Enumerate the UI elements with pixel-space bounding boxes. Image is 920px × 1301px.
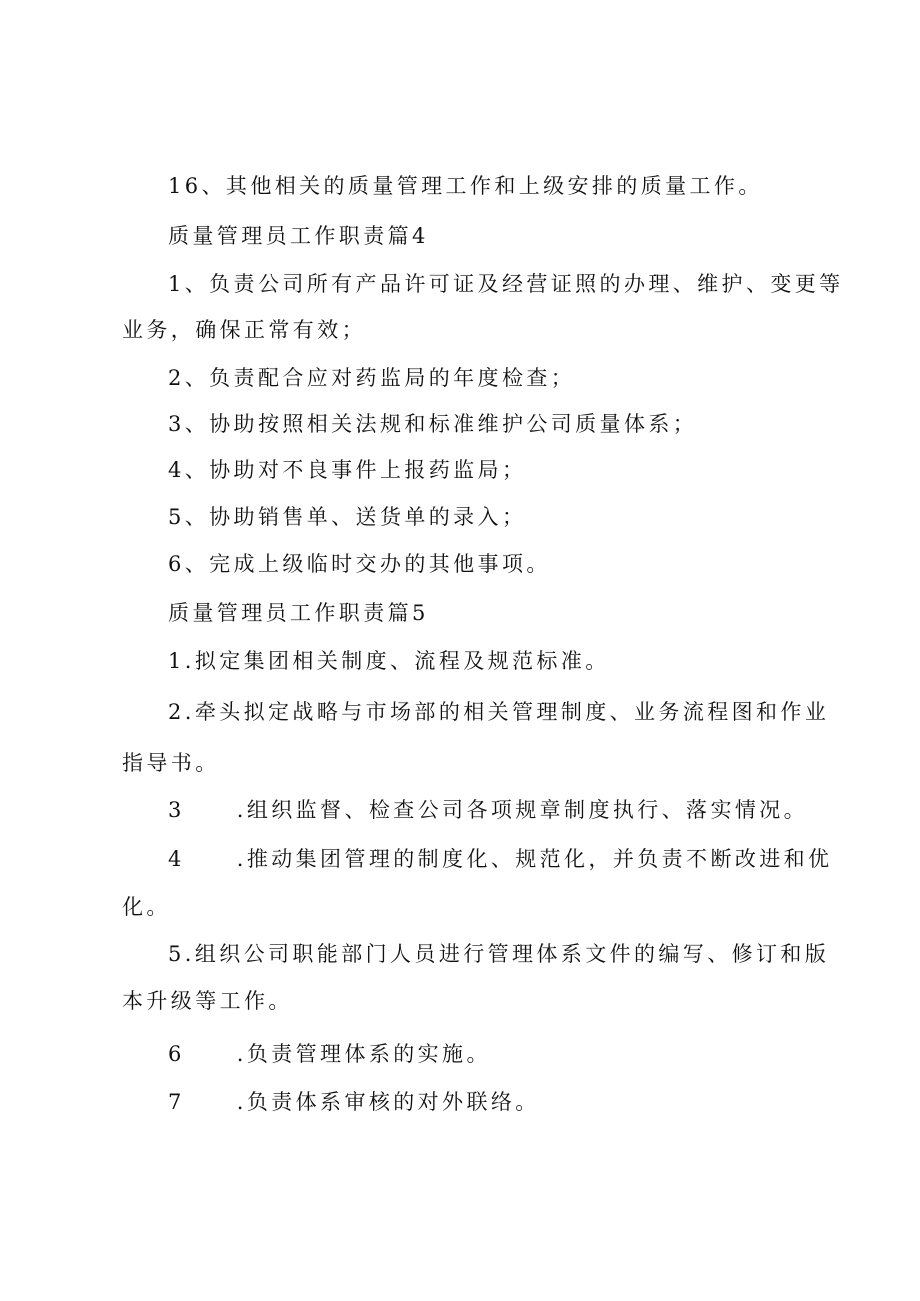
- paragraph-5-1: 1.拟定集团相关制度、流程及规范标准。: [168, 649, 610, 673]
- paragraph-4-1-line-2: 业务，确保正常有效；: [122, 318, 366, 342]
- paragraph-5-5-line-2: 本升级等工作。: [122, 989, 293, 1013]
- paragraph-number: 4: [168, 847, 185, 871]
- section-heading-4: 质量管理员工作职责篇4: [168, 224, 429, 248]
- paragraph-5-7: [168, 1088, 540, 1116]
- paragraph-text: .推动集团管理的制度化、规范化，并负责不断改进和优: [236, 847, 833, 871]
- paragraph-5-2-line-2: 指导书。: [122, 751, 220, 775]
- paragraph-number: 7: [168, 1090, 185, 1114]
- paragraph-4-4: 4、协助对不良事件上报药监局；: [168, 458, 527, 482]
- paragraph-5-3: [168, 796, 808, 824]
- paragraph-5-4-line-2: 化。: [122, 895, 171, 919]
- section-heading-5: 质量管理员工作职责篇5: [168, 601, 429, 625]
- paragraph-4-1-line-1: 1、负责公司所有产品许可证及经营证照的办理、维护、变更等: [168, 272, 844, 296]
- paragraph-number: 3: [168, 798, 185, 822]
- paragraph-5-6: [168, 1040, 491, 1068]
- paragraph-text: .负责管理体系的实施。: [236, 1042, 491, 1066]
- paragraph-item-16: 16、其他相关的质量管理工作和上级安排的质量工作。: [168, 174, 763, 198]
- paragraph-text: .组织监督、检查公司各项规章制度执行、落实情况。: [236, 798, 809, 822]
- paragraph-4-3: 3、协助按照相关法规和标准维护公司质量体系；: [168, 412, 698, 436]
- paragraph-5-4-line-1: [168, 845, 832, 873]
- paragraph-text: .负责体系审核的对外联络。: [236, 1090, 540, 1114]
- paragraph-5-5-line-1: 5.组织公司职能部门人员进行管理体系文件的编写、修订和版: [168, 942, 830, 966]
- paragraph-number: 6: [168, 1042, 185, 1066]
- paragraph-4-6: 6、完成上级临时交办的其他事项。: [168, 552, 551, 576]
- paragraph-4-2: 2、负责配合应对药监局的年度检查；: [168, 366, 576, 390]
- paragraph-5-2-line-1: 2.牵头拟定战略与市场部的相关管理制度、业务流程图和作业: [168, 700, 830, 724]
- paragraph-4-5: 5、协助销售单、送货单的录入；: [168, 505, 527, 529]
